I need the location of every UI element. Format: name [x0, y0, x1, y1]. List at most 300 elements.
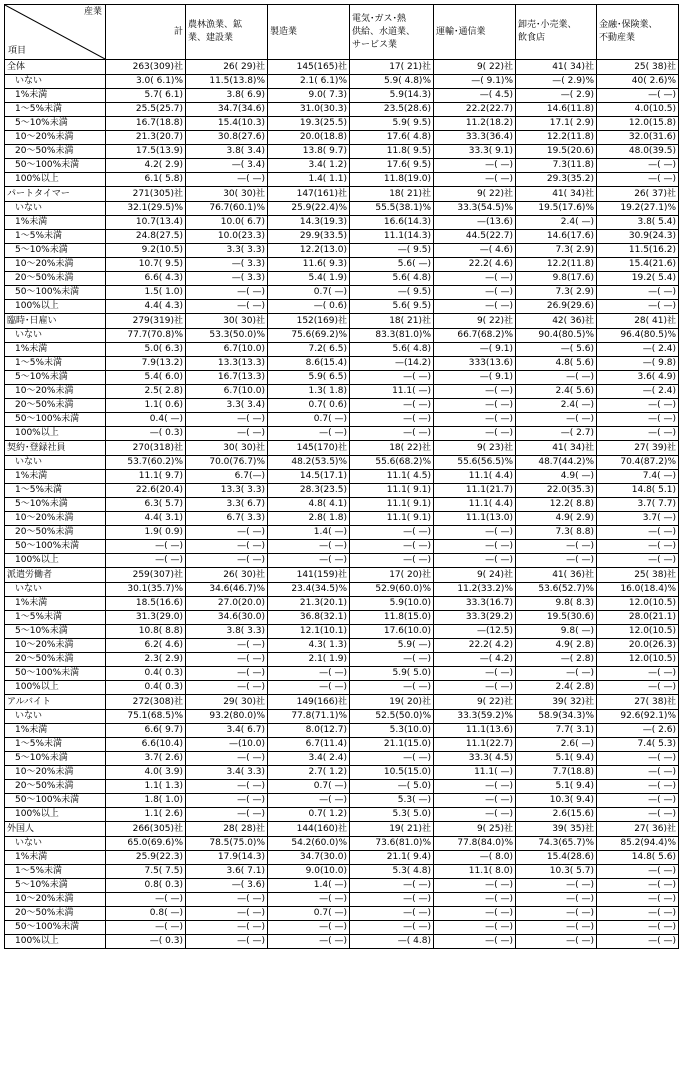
percentage-cell: 6.6( 9.7)	[106, 724, 186, 738]
row-label: 50～100%未満	[5, 159, 106, 173]
percentage-cell: 22.0(35.3)	[516, 484, 597, 498]
percentage-cell: 66.7(68.2)%	[434, 329, 516, 343]
percentage-cell: 24.8(27.5)	[106, 230, 186, 244]
percentage-cell: —( 2.4)	[597, 343, 679, 357]
percentage-cell: —( 2.9)%	[516, 75, 597, 89]
company-count-cell: 145(165)社	[268, 60, 350, 75]
percentage-cell: 30.1(35.7)%	[106, 583, 186, 597]
percentage-cell: 1.4( —)	[268, 879, 350, 893]
percentage-cell: 5.9( 6.5)	[268, 371, 350, 385]
percentage-cell: 11.1( —)	[350, 385, 434, 399]
table-row	[5, 343, 679, 357]
percentage-cell: —( —)	[434, 173, 516, 187]
percentage-cell: —( —)	[434, 554, 516, 568]
percentage-cell: 7.4( —)	[597, 470, 679, 484]
group-label: 全体	[5, 60, 106, 75]
percentage-cell: 5.9(14.3)	[350, 89, 434, 103]
percentage-cell: 5.9( —)	[350, 639, 434, 653]
percentage-cell: 6.7(—)	[186, 470, 268, 484]
table-row	[5, 583, 679, 597]
percentage-cell: —( —)	[597, 554, 679, 568]
percentage-cell: —( —)	[516, 893, 597, 907]
percentage-cell: —( —)	[186, 808, 268, 822]
corner-item-label: 項目	[8, 46, 27, 56]
percentage-cell: 7.3(11.8)	[516, 159, 597, 173]
column-header-transport	[434, 5, 516, 60]
percentage-cell: —( —)	[186, 639, 268, 653]
column-header-text: 計	[173, 26, 183, 37]
percentage-cell: 7.7( 3.1)	[516, 724, 597, 738]
percentage-cell: 13.8( 9.7)	[268, 145, 350, 159]
percentage-cell: —( —)	[597, 935, 679, 949]
percentage-cell: 3.3( 3.3)	[186, 244, 268, 258]
percentage-cell: 48.2(53.5)%	[268, 456, 350, 470]
percentage-cell: 5.6( —)	[350, 258, 434, 272]
percentage-cell: 48.0(39.5)	[597, 145, 679, 159]
table-row	[5, 75, 679, 89]
row-label: 50～100%未満	[5, 921, 106, 935]
table-row	[5, 385, 679, 399]
percentage-cell: 34.6(30.0)	[186, 611, 268, 625]
percentage-cell: 3.7( 2.6)	[106, 752, 186, 766]
percentage-cell: —( —)	[597, 159, 679, 173]
company-count-cell: 144(160)社	[268, 822, 350, 837]
row-label: 10～20%未満	[5, 512, 106, 526]
percentage-cell: 14.3(19.3)	[268, 216, 350, 230]
percentage-cell: 4.3( 1.3)	[268, 639, 350, 653]
percentage-cell: 14.8( 5.1)	[597, 484, 679, 498]
company-count-cell: 39( 35)社	[516, 822, 597, 837]
table-row	[5, 89, 679, 103]
percentage-cell: —( —)	[106, 554, 186, 568]
row-label: 1～5%未満	[5, 230, 106, 244]
percentage-cell: —( —)	[597, 865, 679, 879]
percentage-cell: —( —)	[597, 921, 679, 935]
percentage-cell: 1.1( 0.6)	[106, 399, 186, 413]
percentage-cell: —( —)	[350, 893, 434, 907]
group-total-row	[5, 187, 679, 202]
company-count-cell: 28( 28)社	[186, 822, 268, 837]
percentage-cell: 34.7(30.0)	[268, 851, 350, 865]
company-count-cell: 266(305)社	[106, 822, 186, 837]
percentage-cell: 58.9(34.3)%	[516, 710, 597, 724]
percentage-cell: 22.2( 4.6)	[434, 258, 516, 272]
percentage-cell: —( —)	[268, 427, 350, 441]
percentage-cell: 28.3(23.5)	[268, 484, 350, 498]
percentage-cell: —( 2.4)	[597, 385, 679, 399]
percentage-cell: 11.1(13.0)	[434, 512, 516, 526]
percentage-cell: —( 9.5)	[350, 286, 434, 300]
percentage-cell: 29.3(35.2)	[516, 173, 597, 187]
column-header-text: 運輸･通信業	[436, 26, 486, 37]
percentage-cell: 48.7(44.2)%	[516, 456, 597, 470]
table-row	[5, 117, 679, 131]
percentage-cell: —( —)	[186, 653, 268, 667]
table-row	[5, 724, 679, 738]
percentage-cell: —( —)	[350, 526, 434, 540]
percentage-cell: 11.1(13.6)	[434, 724, 516, 738]
table-row	[5, 131, 679, 145]
percentage-cell: —( —)	[434, 681, 516, 695]
percentage-cell: —( —)	[350, 921, 434, 935]
table-row	[5, 780, 679, 794]
percentage-cell: —( —)	[186, 780, 268, 794]
percentage-cell: 6.2( 4.6)	[106, 639, 186, 653]
percentage-cell: 10.3( 5.7)	[516, 865, 597, 879]
percentage-cell: 2.7( 1.2)	[268, 766, 350, 780]
percentage-cell: 7.3( 2.9)	[516, 244, 597, 258]
percentage-cell: 11.1( —)	[434, 766, 516, 780]
percentage-cell: 3.7( 7.7)	[597, 498, 679, 512]
company-count-cell: 30( 30)社	[186, 187, 268, 202]
company-count-cell: 9( 22)社	[434, 187, 516, 202]
company-count-cell: 152(169)社	[268, 314, 350, 329]
column-header-total	[106, 5, 186, 60]
percentage-cell: 7.9(13.2)	[106, 357, 186, 371]
percentage-cell: 6.7(10.0)	[186, 343, 268, 357]
row-label: 10～20%未満	[5, 131, 106, 145]
data-table-container	[4, 4, 679, 949]
percentage-cell: 52.5(50.0)%	[350, 710, 434, 724]
column-header-text: 農林漁業、鉱 業、建設業	[188, 20, 243, 43]
percentage-cell: 3.4( 1.2)	[268, 159, 350, 173]
percentage-cell: —( —)	[597, 173, 679, 187]
percentage-cell: 3.4( 3.3)	[186, 766, 268, 780]
table-row	[5, 484, 679, 498]
percentage-cell: 7.7(18.8)	[516, 766, 597, 780]
percentage-cell: —( —)	[597, 907, 679, 921]
percentage-cell: 16.6(14.3)	[350, 216, 434, 230]
company-count-cell: 18( 22)社	[350, 441, 434, 456]
company-count-cell: 17( 20)社	[350, 568, 434, 583]
company-count-cell: 141(159)社	[268, 568, 350, 583]
table-row	[5, 216, 679, 230]
company-count-cell: 18( 21)社	[350, 314, 434, 329]
percentage-cell: —( —)	[597, 286, 679, 300]
percentage-cell: 6.7( 3.3)	[186, 512, 268, 526]
percentage-cell: 17.6( 4.8)	[350, 131, 434, 145]
percentage-cell: 31.3(29.0)	[106, 611, 186, 625]
percentage-cell: 77.8(71.1)%	[268, 710, 350, 724]
row-label: 1～5%未満	[5, 103, 106, 117]
percentage-cell: —( —)	[106, 893, 186, 907]
percentage-cell: 10.0( 6.7)	[186, 216, 268, 230]
row-label: 100%以上	[5, 808, 106, 822]
row-label: 100%以上	[5, 173, 106, 187]
percentage-cell: 2.4( —)	[516, 399, 597, 413]
percentage-cell: 10.7( 9.5)	[106, 258, 186, 272]
table-row	[5, 103, 679, 117]
percentage-cell: 14.5(17.1)	[268, 470, 350, 484]
percentage-cell: 7.5( 7.5)	[106, 865, 186, 879]
row-label: 50～100%未満	[5, 413, 106, 427]
percentage-cell: —( —)	[597, 766, 679, 780]
company-count-cell: 149(166)社	[268, 695, 350, 710]
percentage-cell: 3.0( 6.1)%	[106, 75, 186, 89]
percentage-cell: 17.1( 2.9)	[516, 117, 597, 131]
percentage-cell: 6.6(10.4)	[106, 738, 186, 752]
group-total-row	[5, 441, 679, 456]
percentage-cell: 0.7( —)	[268, 780, 350, 794]
percentage-cell: 333(13.6)	[434, 357, 516, 371]
percentage-cell: 23.5(28.6)	[350, 103, 434, 117]
percentage-cell: 34.6(46.7)%	[186, 583, 268, 597]
percentage-cell: 7.3( 2.9)	[516, 286, 597, 300]
percentage-cell: —( —)	[350, 653, 434, 667]
percentage-cell: 11.1(21.7)	[434, 484, 516, 498]
percentage-cell: 30.9(24.3)	[597, 230, 679, 244]
company-count-cell: 279(319)社	[106, 314, 186, 329]
percentage-cell: 96.4(80.5)%	[597, 329, 679, 343]
percentage-cell: 4.4( 3.1)	[106, 512, 186, 526]
table-row	[5, 357, 679, 371]
percentage-cell: —( —)	[434, 286, 516, 300]
percentage-cell: 16.7(13.3)	[186, 371, 268, 385]
company-count-cell: 18( 21)社	[350, 187, 434, 202]
percentage-cell: 5.0( 6.3)	[106, 343, 186, 357]
company-count-cell: 259(307)社	[106, 568, 186, 583]
company-count-cell: 9( 25)社	[434, 822, 516, 837]
row-label: 20～50%未満	[5, 272, 106, 286]
row-label: 20～50%未満	[5, 907, 106, 921]
percentage-cell: —( —)	[434, 935, 516, 949]
percentage-cell: —( —)	[268, 681, 350, 695]
percentage-cell: —( —)	[186, 413, 268, 427]
percentage-cell: 3.7( —)	[597, 512, 679, 526]
percentage-cell: —( —)	[434, 427, 516, 441]
percentage-cell: 18.5(16.6)	[106, 597, 186, 611]
percentage-cell: —( —)	[434, 272, 516, 286]
percentage-cell: 1.1( 2.6)	[106, 808, 186, 822]
percentage-cell: —(13.6)	[434, 216, 516, 230]
percentage-cell: 5.1( 9.4)	[516, 780, 597, 794]
row-label: 100%以上	[5, 554, 106, 568]
percentage-cell: 54.2(60.0)%	[268, 837, 350, 851]
percentage-cell: —( —)	[350, 907, 434, 921]
percentage-cell: —( 9.1)	[434, 371, 516, 385]
percentage-cell: 2.1( 6.1)%	[268, 75, 350, 89]
table-row	[5, 329, 679, 343]
table-row	[5, 526, 679, 540]
table-row	[5, 808, 679, 822]
percentage-cell: —( —)	[350, 752, 434, 766]
company-count-cell: 17( 21)社	[350, 60, 434, 75]
percentage-cell: —( —)	[434, 907, 516, 921]
percentage-cell: 92.6(92.1)%	[597, 710, 679, 724]
percentage-cell: —( —)	[268, 540, 350, 554]
percentage-cell: 11.1( 4.4)	[434, 498, 516, 512]
percentage-cell: 11.8( 9.5)	[350, 145, 434, 159]
percentage-cell: 21.3(20.1)	[268, 597, 350, 611]
percentage-cell: 19.5(17.6)%	[516, 202, 597, 216]
company-count-cell: 272(308)社	[106, 695, 186, 710]
table-row	[5, 427, 679, 441]
percentage-cell: —( —)	[350, 681, 434, 695]
percentage-cell: 4.9( —)	[516, 470, 597, 484]
percentage-cell: 15.4(28.6)	[516, 851, 597, 865]
percentage-cell: 53.6(52.7)%	[516, 583, 597, 597]
percentage-cell: —( —)	[434, 794, 516, 808]
percentage-cell: 5.9( 4.8)%	[350, 75, 434, 89]
percentage-cell: 2.6( —)	[516, 738, 597, 752]
percentage-cell: 1.8( 1.0)	[106, 794, 186, 808]
percentage-cell: 10.7(13.4)	[106, 216, 186, 230]
group-total-row	[5, 822, 679, 837]
company-count-cell: 9( 22)社	[434, 60, 516, 75]
row-label: 1～5%未満	[5, 484, 106, 498]
percentage-cell: 65.0(69.6)%	[106, 837, 186, 851]
percentage-cell: —( —)	[434, 399, 516, 413]
percentage-cell: 40( 2.6)%	[597, 75, 679, 89]
percentage-cell: 11.1( 9.1)	[350, 512, 434, 526]
row-label: 50～100%未満	[5, 794, 106, 808]
percentage-cell: —( —)	[516, 540, 597, 554]
company-count-cell: 28( 41)社	[597, 314, 679, 329]
percentage-cell: —( —)	[597, 300, 679, 314]
percentage-cell: 20.0(18.8)	[268, 131, 350, 145]
percentage-cell: —( —)	[186, 752, 268, 766]
percentage-cell: 7.4( 5.3)	[597, 738, 679, 752]
percentage-cell: 4.8( 4.1)	[268, 498, 350, 512]
percentage-cell: —( —)	[186, 300, 268, 314]
corner-industry-label: 産業	[83, 7, 102, 17]
company-count-cell: 145(170)社	[268, 441, 350, 456]
percentage-cell: 0.8( —)	[106, 907, 186, 921]
row-label: 5～10%未満	[5, 117, 106, 131]
percentage-cell: —( —)	[597, 752, 679, 766]
company-count-cell: 26( 30)社	[186, 568, 268, 583]
percentage-cell: —( —)	[434, 385, 516, 399]
percentage-cell: —( 2.8)	[516, 653, 597, 667]
row-label: いない	[5, 202, 106, 216]
row-label: 5～10%未満	[5, 371, 106, 385]
percentage-cell: 13.3(13.3)	[186, 357, 268, 371]
table-row	[5, 879, 679, 893]
row-label: いない	[5, 329, 106, 343]
percentage-cell: —( —)	[186, 921, 268, 935]
row-label: 5～10%未満	[5, 752, 106, 766]
table-row	[5, 399, 679, 413]
percentage-cell: 33.3(36.4)	[434, 131, 516, 145]
percentage-cell: 12.0(10.5)	[597, 625, 679, 639]
percentage-cell: 28.0(21.1)	[597, 611, 679, 625]
industry-ratio-table	[4, 4, 679, 949]
percentage-cell: 9.0(10.0)	[268, 865, 350, 879]
percentage-cell: —( —)	[597, 794, 679, 808]
row-label: 10～20%未満	[5, 258, 106, 272]
percentage-cell: 11.1( 4.4)	[434, 470, 516, 484]
table-row	[5, 893, 679, 907]
percentage-cell: 7.2( 6.5)	[268, 343, 350, 357]
percentage-cell: —( —)	[516, 371, 597, 385]
percentage-cell: 0.4( —)	[106, 413, 186, 427]
percentage-cell: —( —)	[186, 794, 268, 808]
percentage-cell: 11.1( 8.0)	[434, 865, 516, 879]
percentage-cell: 12.0(10.5)	[597, 597, 679, 611]
percentage-cell: 53.7(60.2)%	[106, 456, 186, 470]
percentage-cell: 1.9( 0.9)	[106, 526, 186, 540]
table-row	[5, 611, 679, 625]
percentage-cell: 12.2( 8.8)	[516, 498, 597, 512]
company-count-cell: 30( 30)社	[186, 441, 268, 456]
percentage-cell: 17.9(14.3)	[186, 851, 268, 865]
percentage-cell: —( 9.8)	[597, 357, 679, 371]
percentage-cell: 2.4( —)	[516, 216, 597, 230]
percentage-cell: 6.1( 5.8)	[106, 173, 186, 187]
percentage-cell: 13.3( 3.3)	[186, 484, 268, 498]
row-label: 1%未満	[5, 597, 106, 611]
table-row	[5, 625, 679, 639]
percentage-cell: —( —)	[597, 893, 679, 907]
table-row	[5, 851, 679, 865]
percentage-cell: 5.7( 6.1)	[106, 89, 186, 103]
group-label: パートタイマー	[5, 187, 106, 202]
percentage-cell: 5.9( 9.5)	[350, 117, 434, 131]
percentage-cell: 10.8( 8.8)	[106, 625, 186, 639]
column-header-text: 金融･保険業、 不動産業	[599, 20, 658, 43]
percentage-cell: —( 2.9)	[516, 89, 597, 103]
percentage-cell: 44.5(22.7)	[434, 230, 516, 244]
company-count-cell: 19( 20)社	[350, 695, 434, 710]
percentage-cell: 2.5( 2.8)	[106, 385, 186, 399]
percentage-cell: 16.0(18.4)%	[597, 583, 679, 597]
percentage-cell: 0.4( 0.3)	[106, 667, 186, 681]
percentage-cell: 22.6(20.4)	[106, 484, 186, 498]
percentage-cell: —( —)	[186, 173, 268, 187]
percentage-cell: 2.3( 2.9)	[106, 653, 186, 667]
percentage-cell: 33.3( 4.5)	[434, 752, 516, 766]
table-row	[5, 413, 679, 427]
percentage-cell: 10.3( 9.4)	[516, 794, 597, 808]
group-label: アルバイト	[5, 695, 106, 710]
percentage-cell: —( 3.3)	[186, 272, 268, 286]
percentage-cell: —( —)	[434, 893, 516, 907]
percentage-cell: —( —)	[350, 540, 434, 554]
percentage-cell: —(14.2)	[350, 357, 434, 371]
percentage-cell: 26.9(29.6)	[516, 300, 597, 314]
percentage-cell: 1.5( 1.0)	[106, 286, 186, 300]
percentage-cell: 9.0( 7.3)	[268, 89, 350, 103]
percentage-cell: 4.9( 2.9)	[516, 512, 597, 526]
row-label: いない	[5, 456, 106, 470]
percentage-cell: 33.3(29.2)	[434, 611, 516, 625]
percentage-cell: —( 0.6)	[268, 300, 350, 314]
table-row	[5, 540, 679, 554]
table-row	[5, 710, 679, 724]
row-label: 20～50%未満	[5, 145, 106, 159]
percentage-cell: 32.0(31.6)	[597, 131, 679, 145]
percentage-cell: —( —)	[597, 540, 679, 554]
percentage-cell: 55.5(38.1)%	[350, 202, 434, 216]
percentage-cell: 3.6( 4.9)	[597, 371, 679, 385]
percentage-cell: 17.6( 9.5)	[350, 159, 434, 173]
percentage-cell: —( —)	[350, 399, 434, 413]
group-label: 臨時･日雇い	[5, 314, 106, 329]
row-label: 1%未満	[5, 343, 106, 357]
row-label: 20～50%未満	[5, 399, 106, 413]
percentage-cell: 3.8( 3.4)	[186, 145, 268, 159]
percentage-cell: —( 3.3)	[186, 258, 268, 272]
percentage-cell: 76.7(60.1)%	[186, 202, 268, 216]
percentage-cell: 3.4( 6.7)	[186, 724, 268, 738]
table-row	[5, 145, 679, 159]
percentage-cell: 19.3(25.5)	[268, 117, 350, 131]
group-total-row	[5, 695, 679, 710]
group-label: 派遣労働者	[5, 568, 106, 583]
percentage-cell: 21.1( 9.4)	[350, 851, 434, 865]
percentage-cell: 3.6( 7.1)	[186, 865, 268, 879]
row-label: 5～10%未満	[5, 625, 106, 639]
